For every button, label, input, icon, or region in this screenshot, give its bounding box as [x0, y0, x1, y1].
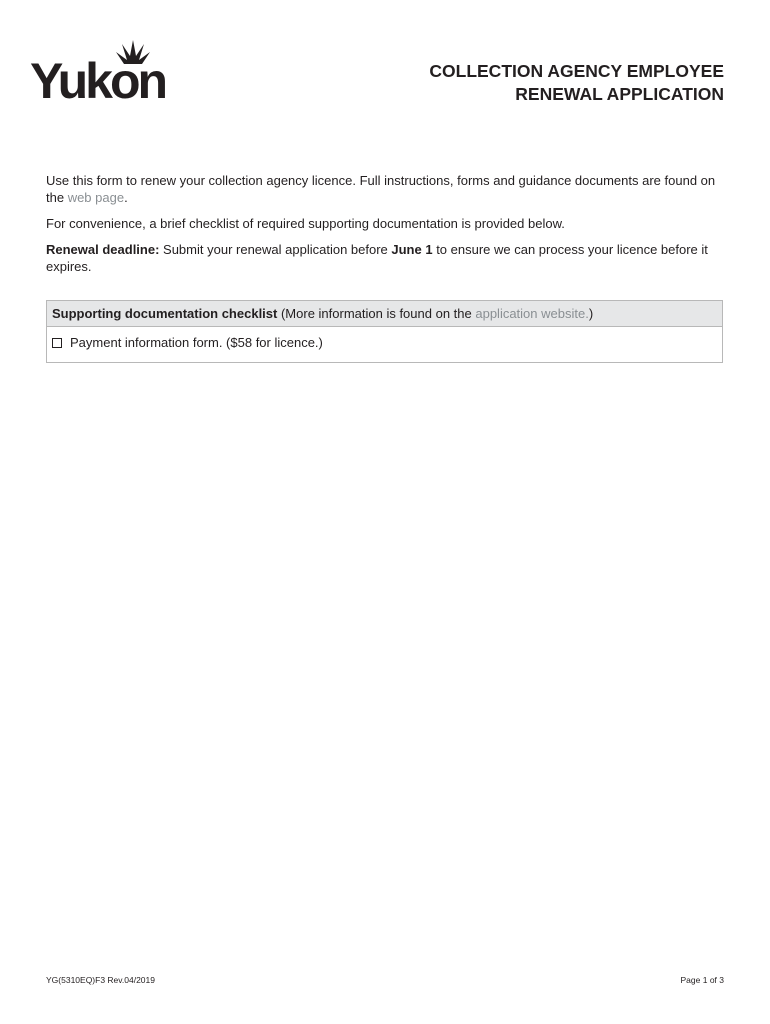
logo-wordmark: Yukon	[30, 53, 166, 104]
checklist-item	[47, 327, 722, 350]
yukon-logo-graphic	[30, 40, 172, 104]
web-page-link[interactable]: web page	[67, 190, 125, 205]
intro-paragraph-1	[46, 172, 721, 206]
payment-form-checkbox[interactable]	[52, 338, 62, 348]
form-title	[429, 60, 724, 106]
page-number: Page 1 of 3	[680, 975, 724, 985]
intro-text-1: Use this form to renew your collection agency licence. Full instructions, forms and guidance documents are found on the	[46, 173, 716, 205]
renewal-deadline-label: Renewal deadline:	[46, 242, 160, 257]
title-line-2: RENEWAL APPLICATION	[515, 84, 724, 104]
checklist-item-label: Payment information form. ($58 for licence.)	[70, 335, 323, 350]
application-website-link[interactable]: application website.	[475, 306, 589, 321]
intro-section	[46, 172, 721, 284]
intro-paragraph-2: For convenience, a brief checklist of required supporting documentation is provided below.	[46, 216, 565, 231]
checklist-header-text: (More information is found on the	[277, 306, 476, 321]
supporting-documentation-checklist	[46, 300, 723, 363]
intro-text-1-end: .	[124, 190, 128, 205]
checklist-header-end: )	[588, 306, 594, 321]
renewal-deadline-end: to ensure we can process your licence before it expires.	[46, 242, 708, 274]
title-line-1: COLLECTION AGENCY EMPLOYEE	[429, 61, 724, 81]
yukon-logo	[30, 40, 172, 104]
renewal-deadline-text: Submit your renewal application before	[159, 242, 392, 257]
renewal-deadline-date: June 1	[391, 242, 433, 257]
form-id: YG(5310EQ)F3 Rev.04/2019	[46, 975, 155, 985]
renewal-deadline-paragraph	[46, 241, 721, 275]
checklist-header	[47, 301, 722, 327]
checklist-header-title: Supporting documentation checklist	[52, 306, 278, 321]
